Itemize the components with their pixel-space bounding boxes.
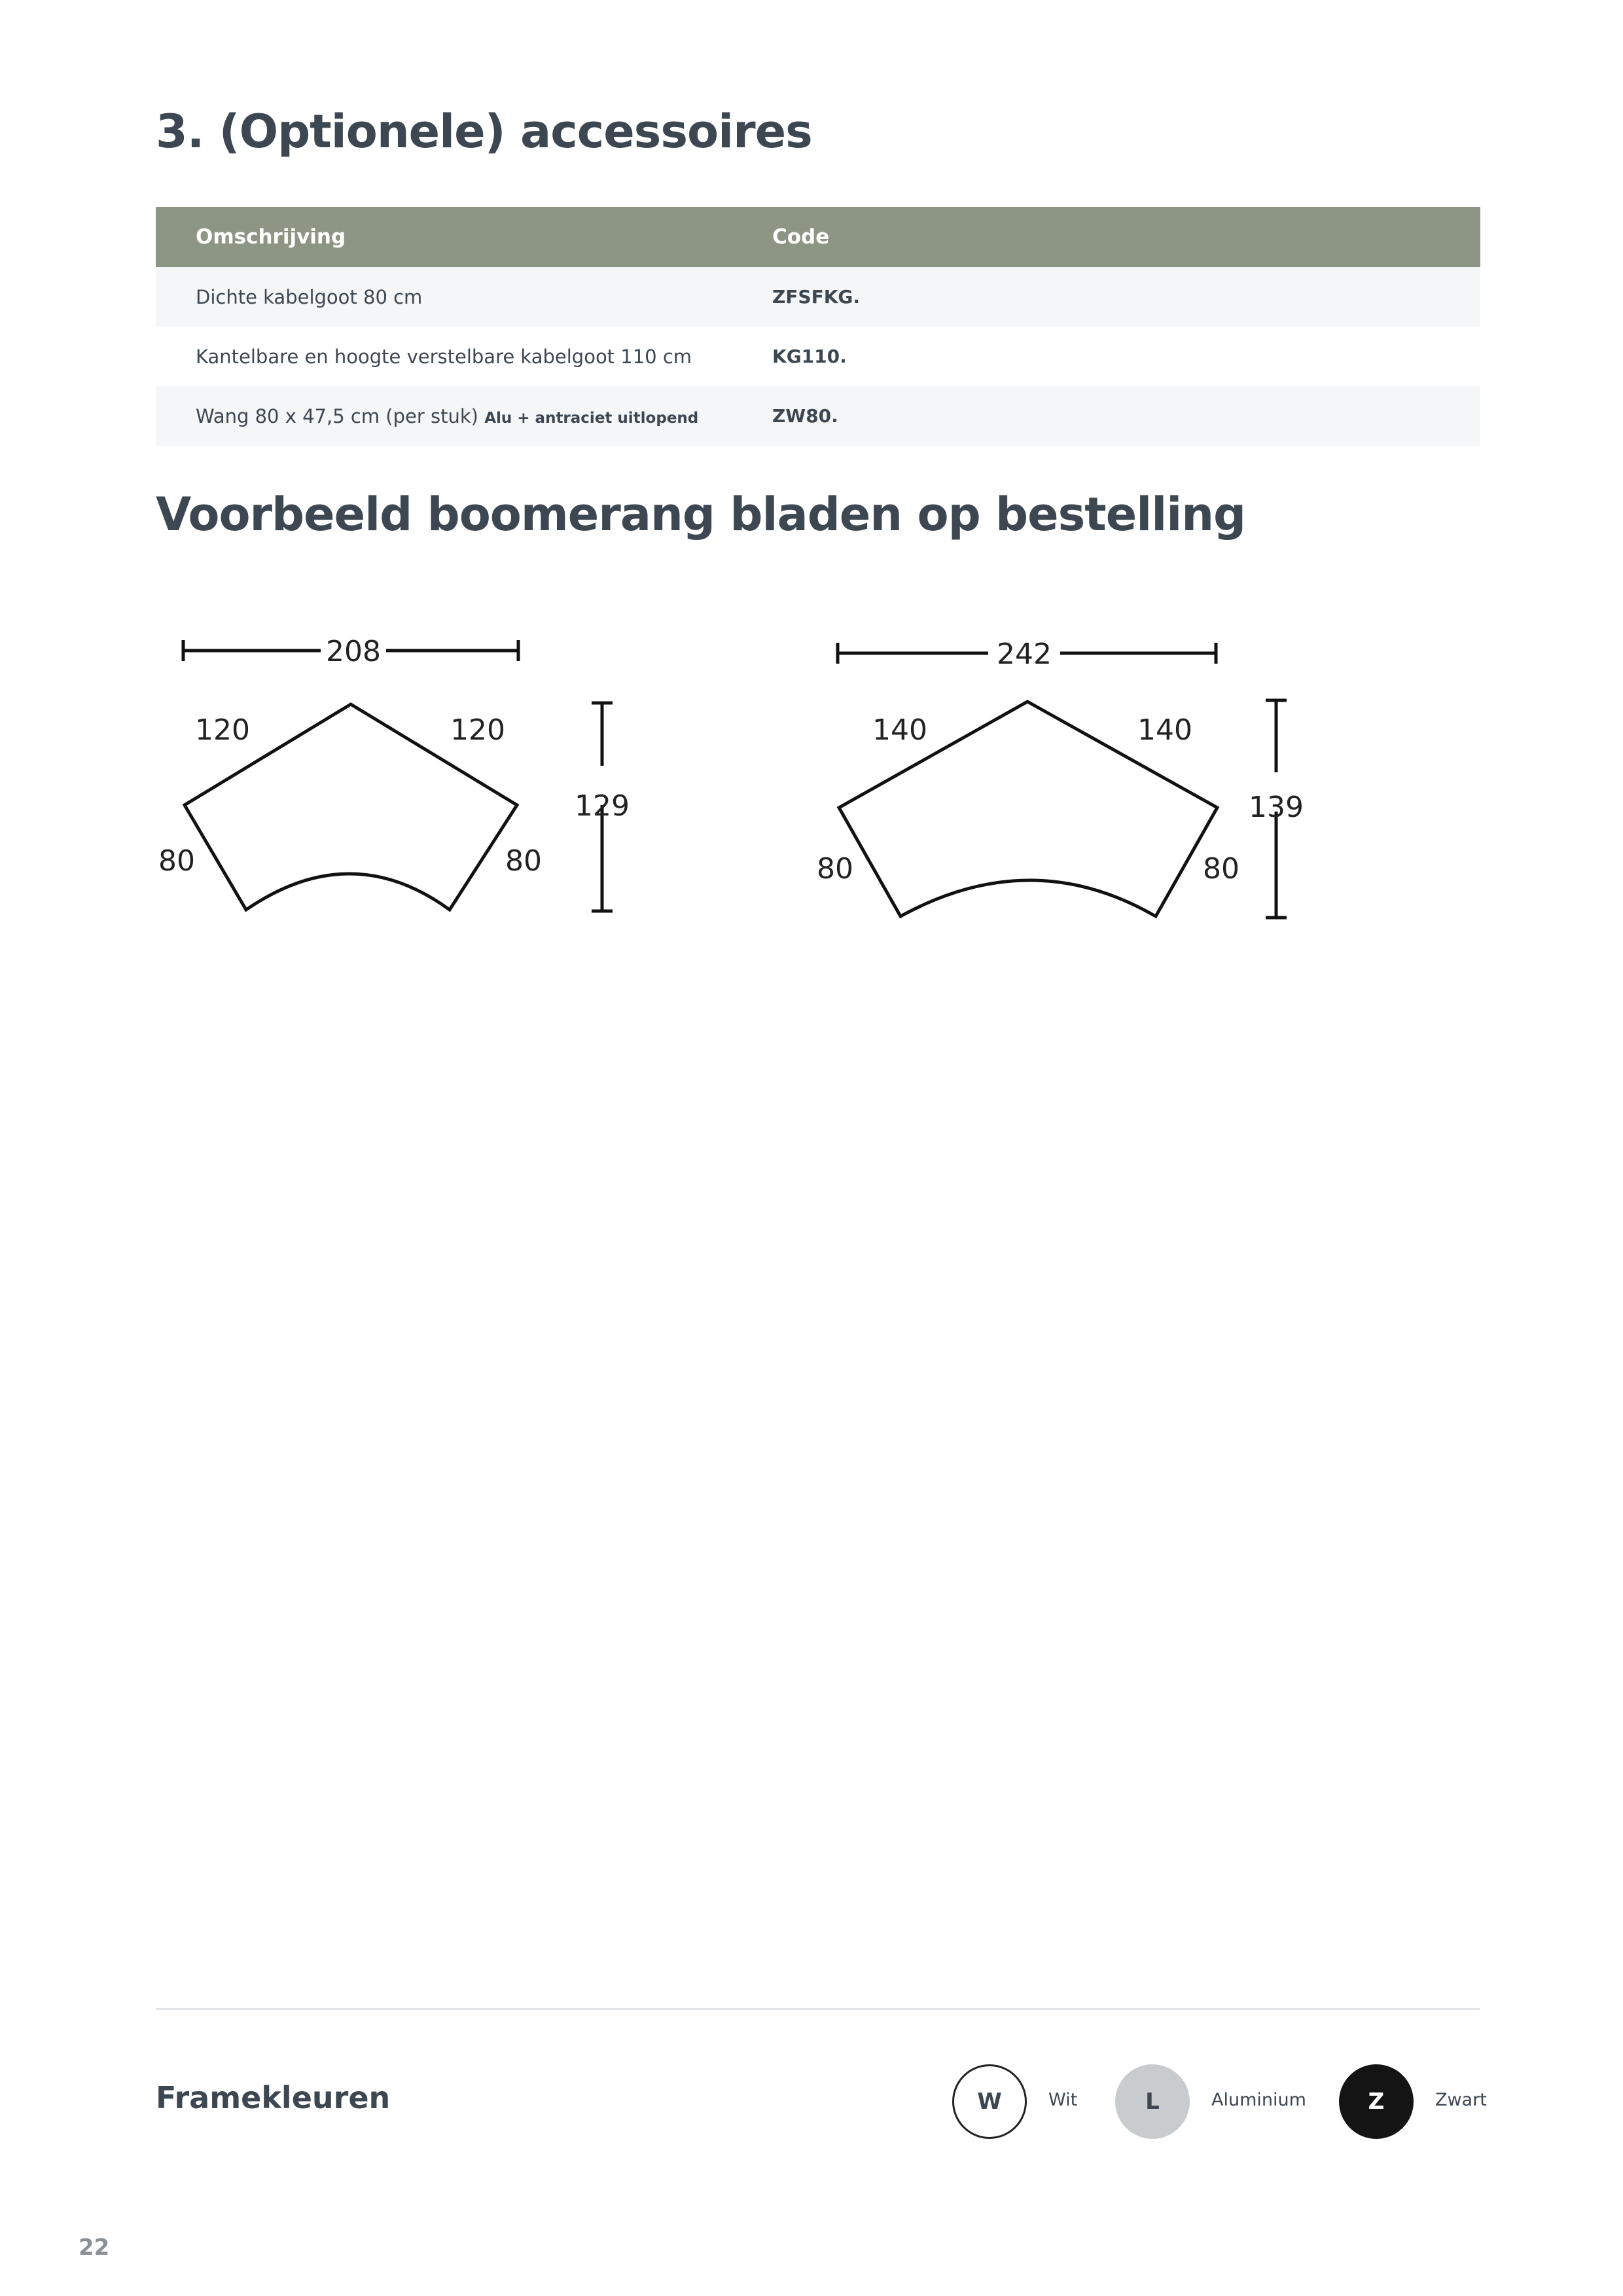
header-description: Omschrijving xyxy=(196,225,346,249)
table-row xyxy=(156,386,1480,446)
dimension-height: 129 xyxy=(575,789,630,823)
row-note: Alu + antraciet uitlopend xyxy=(484,409,699,427)
description-text: Dichte kabelgoot 80 cm xyxy=(196,285,423,308)
row-description xyxy=(156,405,772,427)
table-row xyxy=(156,327,1480,386)
description-text: Wang 80 x 47,5 cm (per stuk) xyxy=(196,404,478,427)
color-label-aluminium: Aluminium xyxy=(1211,2090,1306,2110)
dimension-bottom-right: 80 xyxy=(505,844,542,878)
color-swatch-zwart: Z xyxy=(1339,2064,1414,2139)
page-number: 22 xyxy=(79,2234,110,2261)
dimension-side-left: 140 xyxy=(872,713,927,747)
row-code: ZFSFKG. xyxy=(772,286,861,308)
dimension-side-left: 120 xyxy=(195,713,250,747)
row-code: KG110. xyxy=(772,346,847,367)
dimension-bottom-left: 80 xyxy=(817,852,853,886)
header-code: Code xyxy=(772,225,830,249)
row-code: ZW80. xyxy=(772,405,838,427)
color-label-wit: Wit xyxy=(1048,2090,1078,2110)
color-swatch-aluminium: L xyxy=(1115,2064,1190,2139)
color-label-zwart: Zwart xyxy=(1435,2090,1487,2110)
boomerang-diagram-2 xyxy=(805,609,1315,925)
accessories-table xyxy=(156,207,1480,446)
dimension-bottom-right: 80 xyxy=(1203,852,1240,886)
example-title: Voorbeeld boomerang bladen op bestelling xyxy=(156,488,1246,541)
frame-colors-title: Framekleuren xyxy=(156,2080,391,2115)
description-text: Kantelbare en hoogte verstelbare kabelgoot 110 cm xyxy=(196,345,692,368)
footer-divider xyxy=(156,2008,1480,2010)
dimension-side-right: 140 xyxy=(1137,713,1192,747)
dimension-width: 208 xyxy=(326,635,381,668)
color-swatch-wit: W xyxy=(952,2064,1027,2139)
row-description xyxy=(156,286,772,308)
boomerang-diagram-1 xyxy=(151,609,661,925)
dimension-side-right: 120 xyxy=(450,713,505,747)
section-title: 3. (Optionele) accessoires xyxy=(156,105,812,158)
row-description xyxy=(156,346,772,368)
dimension-height: 139 xyxy=(1249,791,1304,824)
dimension-width: 242 xyxy=(997,637,1052,671)
boomerang-shape-svg xyxy=(151,609,661,923)
table-header xyxy=(156,207,1480,267)
table-row xyxy=(156,267,1480,327)
dimension-bottom-left: 80 xyxy=(158,844,195,878)
boomerang-shape-svg xyxy=(805,609,1315,923)
